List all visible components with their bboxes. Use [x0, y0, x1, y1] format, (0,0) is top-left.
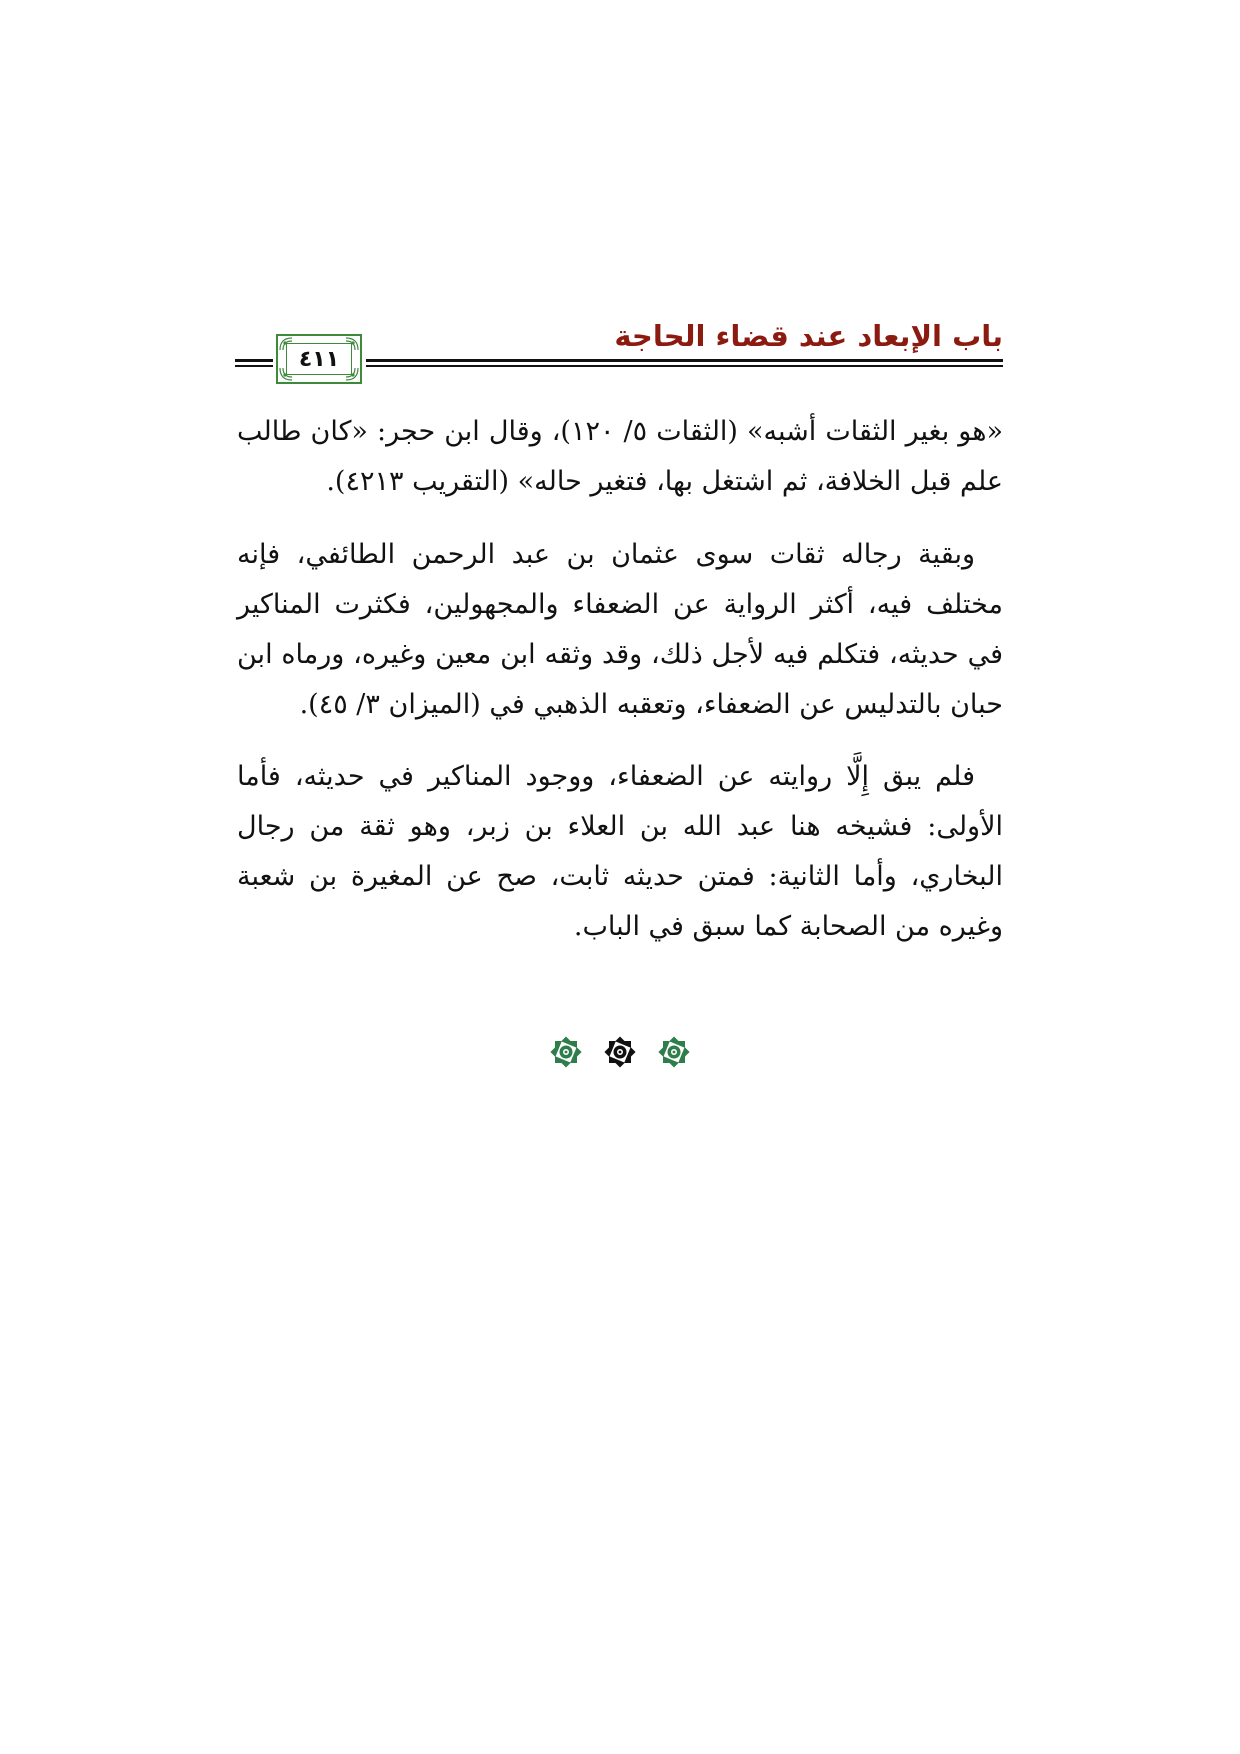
header-rule-right — [366, 359, 1003, 367]
green-star-ornament-icon — [546, 1032, 586, 1072]
page-number-inner-frame — [286, 343, 352, 375]
page-number-frame — [276, 334, 362, 384]
paragraph-1: «هو بغير الثقات أشبه» (الثقات ٥/ ١٢٠)، وقال ابن حجر: «كان طالب علم قبل الخلافة، ثم اشتغل بها، فتغير حاله» (التقريب ٤٢١٣). — [237, 416, 1003, 497]
paragraph-2: وبقية رجاله ثقات سوى عثمان بن عبد الرحمن الطائفي، فإنه مختلف فيه، أكثر الرواية عن الضعفاء والمجهولين، فكثرت المناكير في حديثه، فتكلم فيه لأجل ذلك، وقد وثقه ابن معين وغيره، ورماه ابن حبان بالتدليس عن الضعفاء، وتعقبه الذهبي في (الميزان ٣/ ٤٥). — [237, 539, 1003, 720]
chapter-title: باب الإبعاد عند قضاء الحاجة — [614, 319, 1003, 353]
section-end-ornaments — [0, 1032, 1240, 1078]
black-star-ornament-icon — [600, 1032, 640, 1072]
page-number: ٤١١ — [298, 346, 340, 372]
header-rule-left — [235, 359, 273, 367]
green-star-ornament-icon — [654, 1032, 694, 1072]
paragraph-3: فلم يبق إِلَّا روايته عن الضعفاء، ووجود المناكير في حديثه، فأما الأولى: فشيخه هنا عبد الله بن العلاء بن زبر، وهو ثقة من رجال البخاري، وأما الثانية: فمتن حديثه ثابت، صح عن المغيرة بن شعبة وغيره من الصحابة كما سبق في الباب. — [237, 761, 1003, 942]
